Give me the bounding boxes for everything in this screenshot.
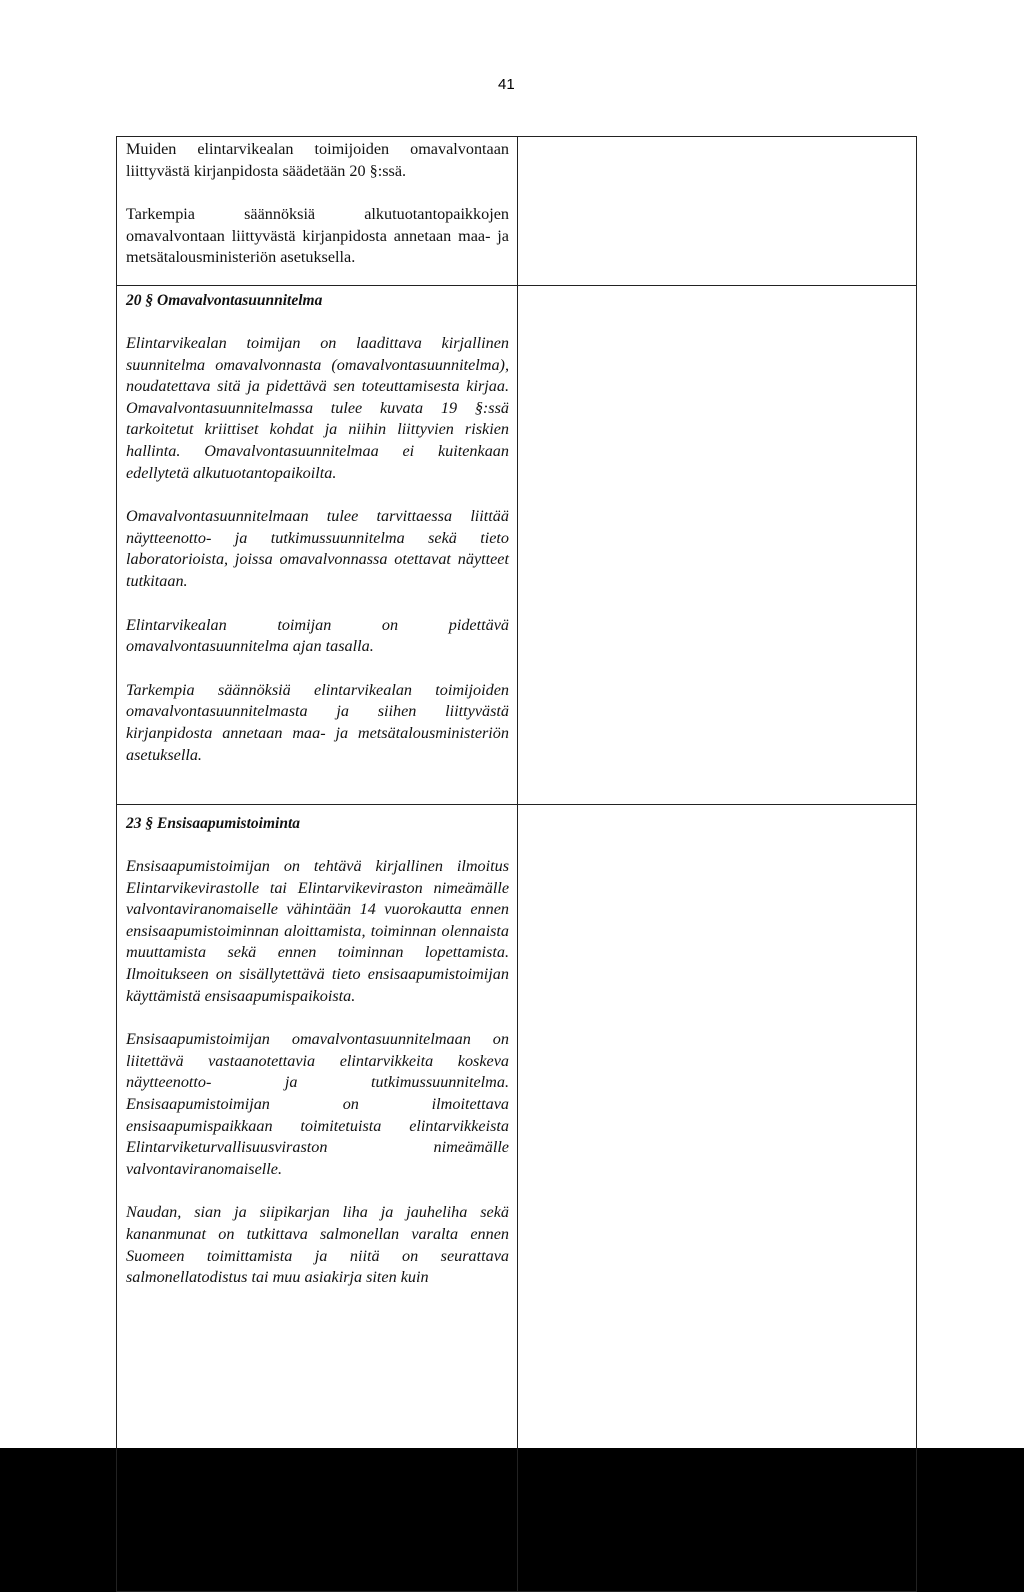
left-cell (117, 805, 518, 1592)
right-cell (518, 286, 917, 805)
comparison-table (116, 136, 917, 1592)
right-cell (518, 805, 917, 1592)
section-heading: 20 § Omavalvontasuunnitelma (126, 292, 323, 309)
paragraph: Muiden elintarvikealan toimijoiden omavalvontaan liittyvästä kirjanpidosta säädetään 20 §:ssä. (126, 140, 509, 180)
right-cell (518, 137, 917, 286)
table-row (117, 137, 917, 286)
left-cell (117, 137, 518, 286)
section-heading: 23 § Ensisaapumistoiminta (126, 815, 300, 832)
paragraph: Elintarvikealan toimijan on pidettävä omavalvontasuunnitelma ajan tasalla. (126, 615, 509, 656)
left-cell (117, 286, 518, 805)
paragraph: Tarkempia säännöksiä elintarvikealan toimijoiden omavalvontasuunnitelmasta ja siihen liittyvästä kirjanpidosta annetaan maa- ja metsätalousministeriön asetuksella. (126, 680, 509, 764)
paragraph: Tarkempia säännöksiä alkutuotantopaikkojen omavalvontaan liittyvästä kirjanpidosta annetaan maa- ja metsätalousministeriön asetuksella. (126, 205, 509, 267)
paragraph: Ensisaapumistoimijan on tehtävä kirjallinen ilmoitus Elintarvikevirastolle tai Elintarvikeviraston nimeämälle valvontaviranomaiselle vähintään 14 vuorokautta ennen ensisaapumistoiminnan aloittamista, toiminnan olennaista muuttamista sekä ennen toiminnan lopettamista. Ilmoitukseen on sisällytettävä tieto ensisaapumistoimijan käyttämistä ensisaapumispaikoista. (126, 857, 509, 1005)
paragraph: Ensisaapumistoimijan omavalvontasuunnitelmaan on liitettävä vastaanotettavia elintarvikkeita koskeva näytteenotto- ja tutkimussuunnitelma. Ensisaapumistoimijan on ilmoitettava ensisaapumispaikkaan toimitetuista elintarvikkeista Elintarviketurvallisuusviraston nimeämälle valvontaviranomaiselle. (126, 1030, 509, 1178)
paragraph: Naudan, sian ja siipikarjan liha ja jauheliha sekä kananmunat on tutkittava salmonellan varalta ennen Suomeen toimittamista ja niitä on seurattava salmonellatodistus tai muu asiakirja siten kuin (126, 1203, 509, 1287)
paragraph: Omavalvontasuunnitelmaan tulee tarvittaessa liittää näytteenotto- ja tutkimussuunnitelma sekä tieto laboratorioista, joissa omavalvonnassa otettavat näytteet tutkitaan. (126, 507, 509, 590)
paragraph: Elintarvikealan toimijan on laadittava kirjallinen suunnitelma omavalvonnasta (omavalvontasuunnitelma), noudatettava sitä ja pidettävä sen toteuttamisesta kirjaa. Omavalvontasuunnitelmassa tulee kuvata 19 §:ssä tarkoitetut kriittiset kohdat ja niihin liittyvien riskien hallinta. Omavalvontasuunnitelmaa ei kuitenkaan edellytetä alkutuotantopaikoilta. (126, 334, 509, 482)
table-row (117, 805, 917, 1592)
page-number: 41 (498, 76, 515, 93)
table-row (117, 286, 917, 805)
